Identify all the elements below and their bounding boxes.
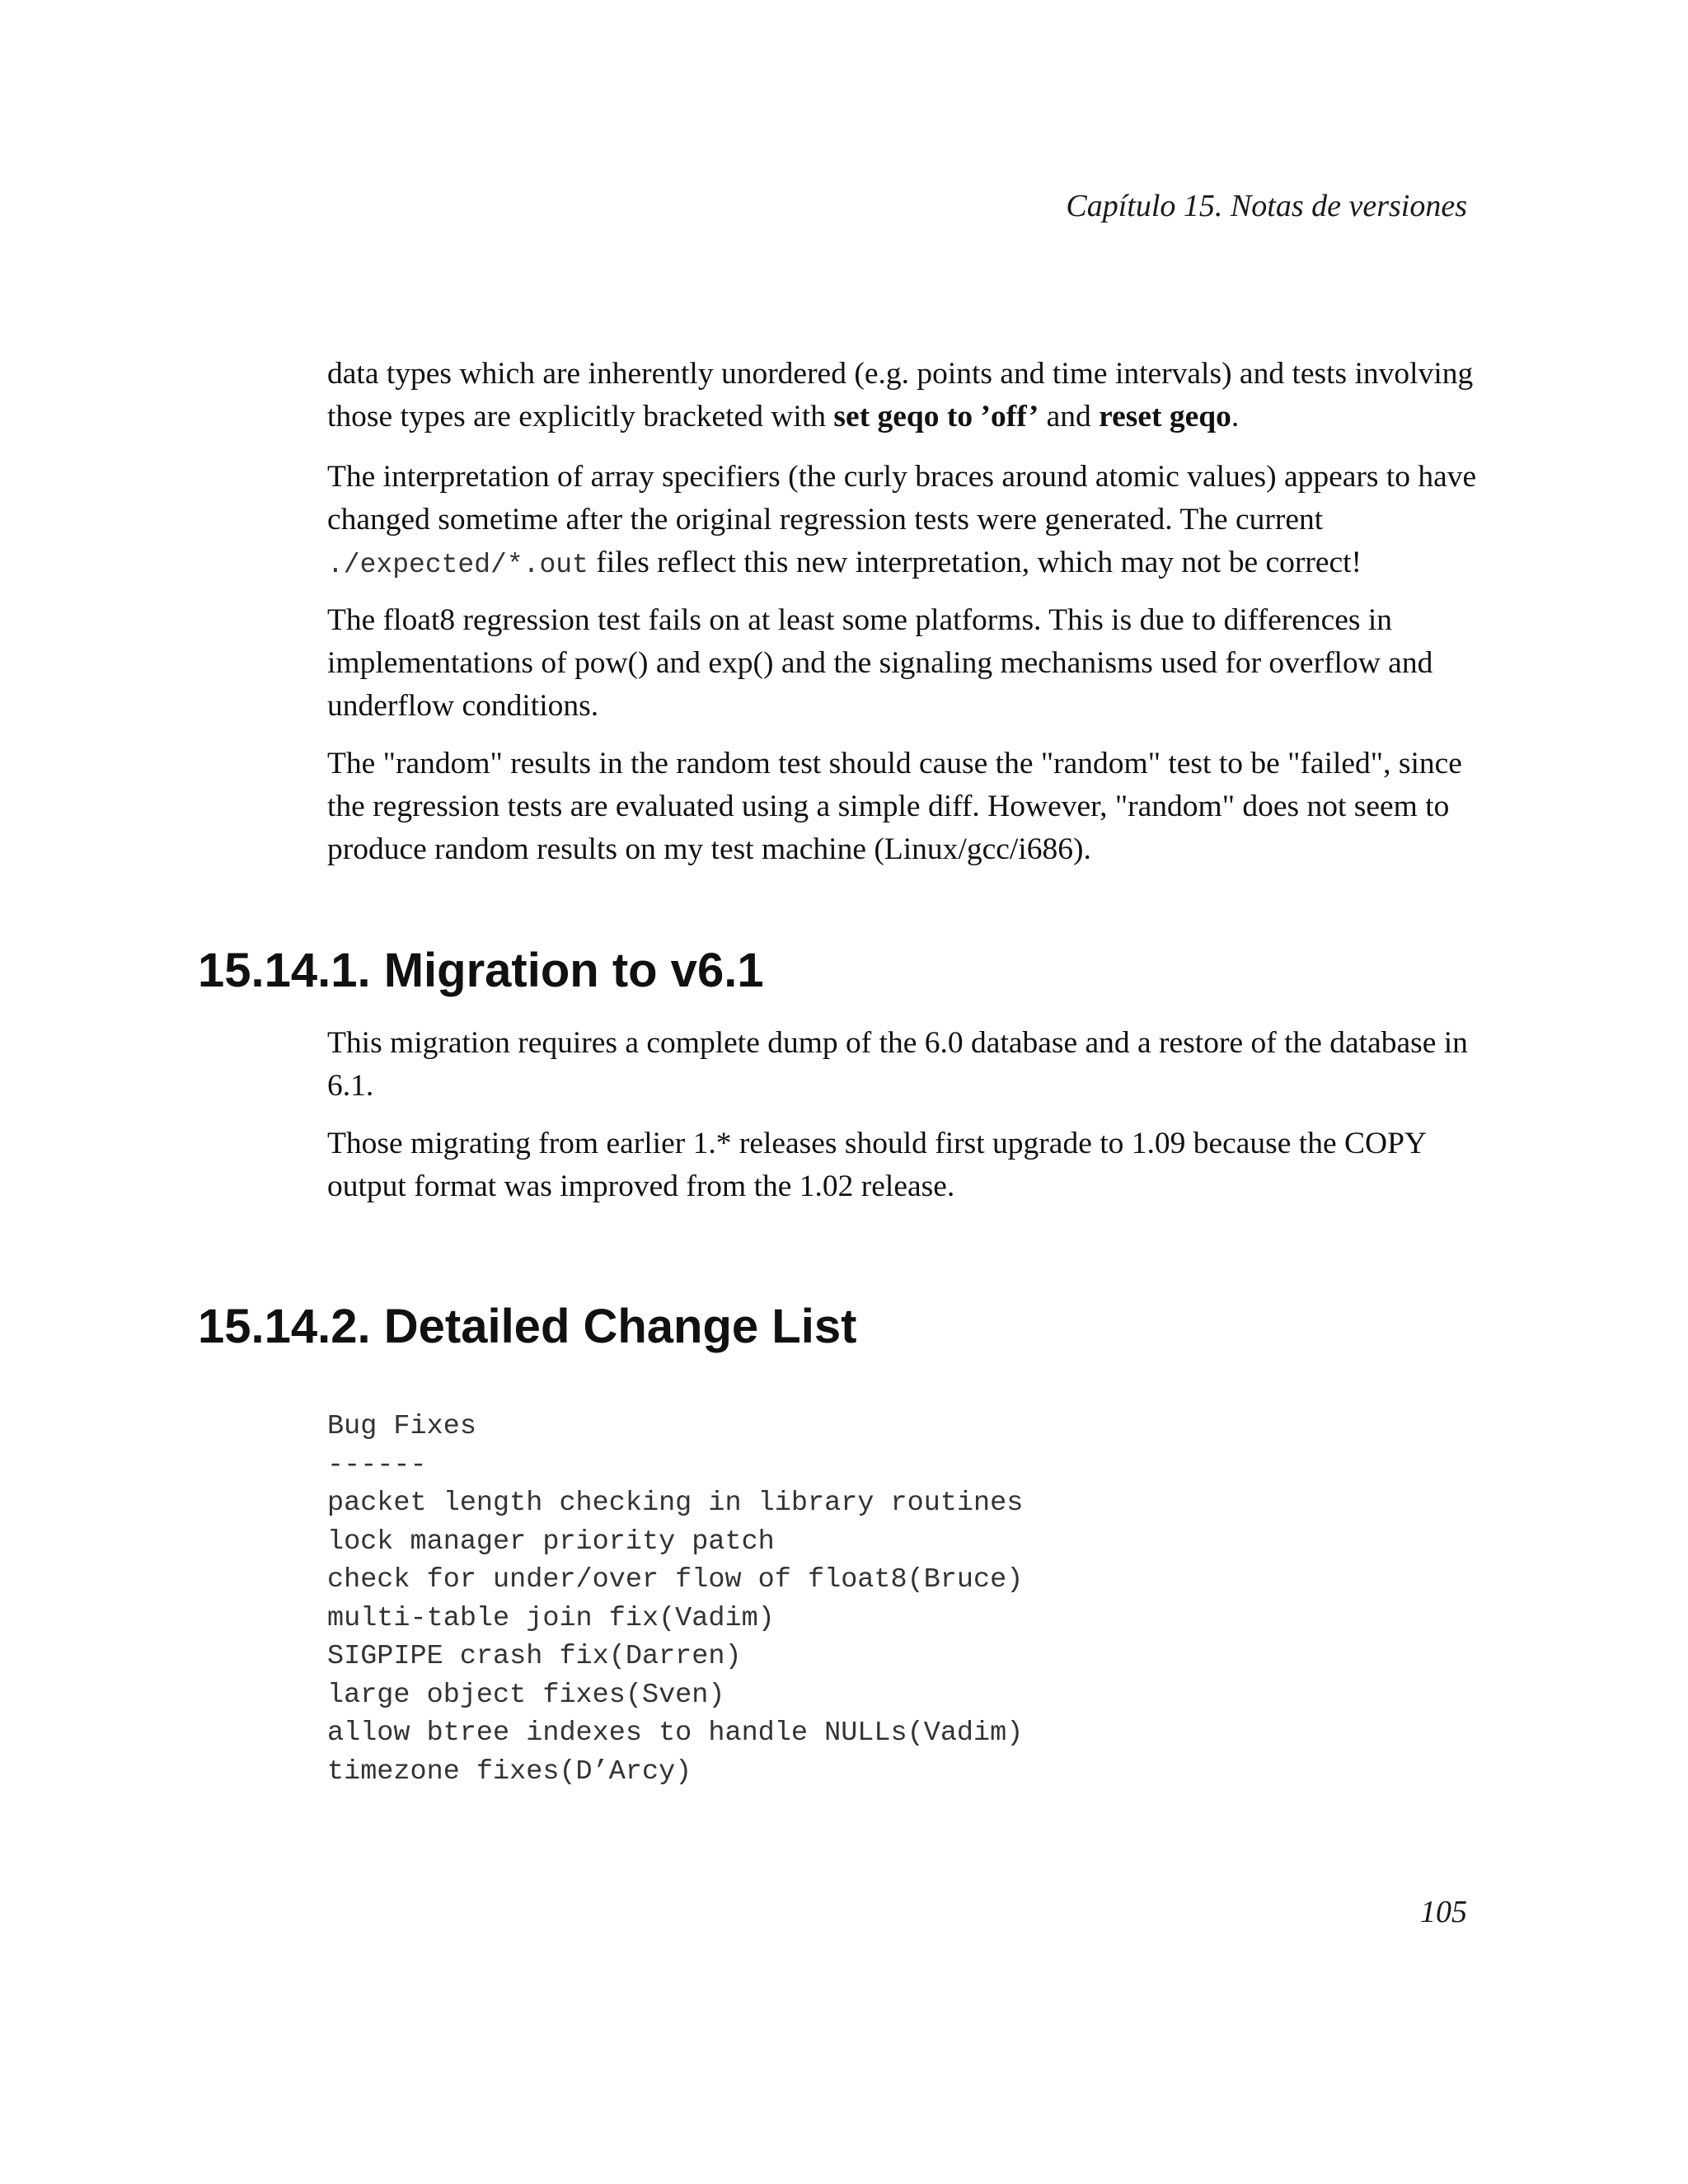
code-line: SIGPIPE crash fix(Darren) bbox=[327, 1641, 742, 1672]
section-heading-change-list: 15.14.2. Detailed Change List bbox=[198, 1300, 857, 1353]
paragraph-migration-earlier: Those migrating from earlier 1.* releases should first upgrade to 1.09 because the COPY output format was improved from the 1.02 release. bbox=[327, 1127, 1426, 1203]
code-line: packet length checking in library routines bbox=[327, 1488, 1024, 1519]
change-list-code-block bbox=[327, 1408, 1023, 1791]
section-heading-migration: 15.14.1. Migration to v6.1 bbox=[198, 944, 764, 997]
code-line: lock manager priority patch bbox=[327, 1526, 775, 1558]
paragraph-text: The interpretation of array specifiers (the curly braces around atomic values) appears to have changed sometime after the original regression tests were generated. The current bbox=[327, 460, 1477, 537]
paragraph-geqo bbox=[327, 353, 1481, 438]
bold-command: set geqo to ’off’ bbox=[833, 400, 1039, 434]
code-line: ------ bbox=[327, 1449, 427, 1481]
paragraph-text: data types which are inherently unordered (e.g. points and time intervals) and tests involving those types are explicitly bracketed with bbox=[327, 357, 1474, 434]
paragraph-text: . bbox=[1231, 400, 1240, 434]
paragraph-array-specifiers bbox=[327, 456, 1481, 587]
code-line: large object fixes(Sven) bbox=[327, 1679, 725, 1711]
code-line: timezone fixes(D’Arcy) bbox=[327, 1755, 692, 1788]
paragraph-migration-dump: This migration requires a complete dump of the 6.0 database and a restore of the database in 6.1. bbox=[327, 1026, 1468, 1103]
running-header: Capítulo 15. Notas de versiones bbox=[1066, 189, 1467, 223]
code-line: Bug Fixes bbox=[327, 1411, 476, 1442]
paragraph-float8: The float8 regression test fails on at least some platforms. This is due to differences in implementations of pow() and exp() and the signaling mechanisms used for overflow and underflow conditions. bbox=[327, 603, 1433, 723]
paragraph-random-test: The "random" results in the random test should cause the "random" test to be "failed", since the regression tests are evaluated using a simple diff. However, "random" does not seem to produce random results on my test machine (Linux/gcc/i686). bbox=[327, 747, 1462, 866]
bold-command: reset geqo bbox=[1099, 400, 1231, 434]
code-line: check for under/over flow of float8(Bruce) bbox=[327, 1564, 1024, 1596]
paragraph-text: and bbox=[1039, 400, 1100, 434]
paragraph-text: files reflect this new interpretation, which may not be correct! bbox=[588, 546, 1362, 579]
page-number: 105 bbox=[1420, 1895, 1467, 1929]
code-line: allow btree indexes to handle NULLs(Vadim) bbox=[327, 1718, 1024, 1749]
inline-code-path: ./expected/*.out bbox=[327, 550, 588, 580]
code-line: multi-table join fix(Vadim) bbox=[327, 1602, 775, 1634]
